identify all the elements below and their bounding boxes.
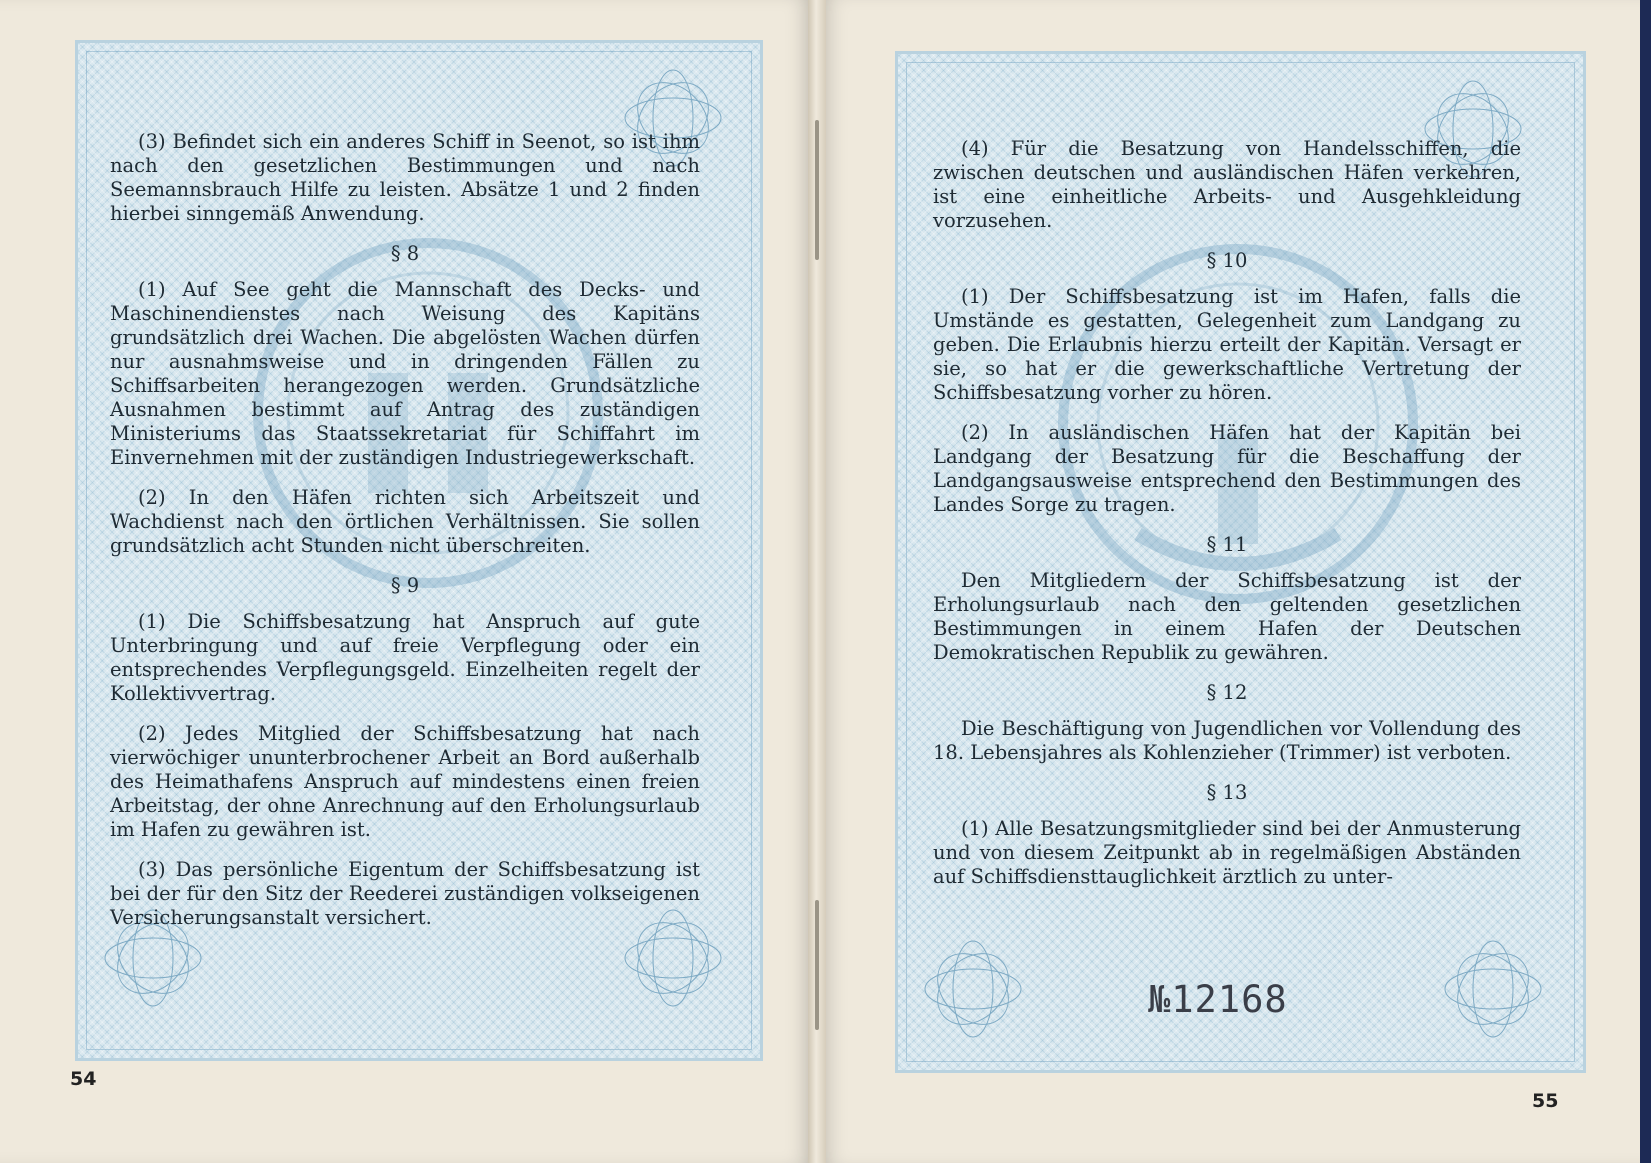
page-number-right: 55 [1532, 1090, 1559, 1112]
section-heading: § 12 [1206, 681, 1248, 704]
section-heading: § 9 [390, 574, 420, 597]
paragraph: (1) Auf See geht die Mannschaft des Decks- und Maschinendienstes nach Weisung des Kapitäns grundsätzlich drei Wachen. Die abgelösten Wachen dürfen nur ausnahmsweise und in dringenden Fällen zu Schiffsarbeiten herangezogen werden. Grundsätzliche Ausnahmen bestimmt auf Antrag des zuständigen Ministeriums das Staatssekretariat für Schiffahrt im Einvernehmen mit der zuständigen Industriegewerkschaft. [110, 278, 700, 469]
paragraph: (2) In den Häfen richten sich Arbeitszeit und Wachdienst nach den örtlichen Verhältnissen. Sie sollen grundsätzlich acht Stunden nicht überschreiten. [110, 486, 700, 557]
page-number-left: 54 [70, 1068, 97, 1090]
paragraph: (1) Der Schiffsbesatzung ist im Hafen, falls die Umstände es gestatten, Gelegenheit zum Landgang zu geben. Die Erlaubnis hierzu erteilt der Kapitän. Versagt er sie, so hat er die gewerkschaftliche Vertretung der Schiffsbesatzung vorher zu hören. [933, 285, 1521, 404]
left-page-body [110, 130, 700, 946]
paragraph: Den Mitgliedern der Schiffsbesatzung ist der Erholungsurlaub nach den geltenden gesetzlichen Bestimmungen in einem Hafen der Deutschen Demokratischen Republik zu gewähren. [933, 569, 1521, 664]
paragraph: (3) Befindet sich ein anderes Schiff in Seenot, so ist ihm nach den gesetzlichen Bestimmungen und nach Seemannsbrauch Hilfe zu leisten. Absätze 1 und 2 finden hierbei sinngemäß Anwendung. [110, 130, 700, 225]
section-heading: § 8 [390, 242, 420, 265]
paragraph: Die Beschäftigung von Jugendlichen vor Vollendung des 18. Lebensjahres als Kohlenzieher (Trimmer) ist verboten. [933, 717, 1521, 764]
section-heading: § 10 [1206, 249, 1248, 272]
paragraph: (1) Die Schiffsbesatzung hat Anspruch auf gute Unterbringung und auf freie Verpflegung oder ein entsprechendes Verpflegungsgeld. Einzelheiten regelt der Kollektivvertrag. [110, 610, 700, 705]
section-heading: § 13 [1206, 781, 1248, 804]
binding-staple [815, 900, 819, 1030]
paragraph: (3) Das persönliche Eigentum der Schiffsbesatzung ist bei der für den Sitz der Reederei zuständigen volkseigenen Versicherungsanstalt versichert. [110, 858, 700, 929]
right-page-body [933, 137, 1521, 905]
serial-number: №12168 [1148, 978, 1288, 1021]
paragraph: (2) In ausländischen Häfen hat der Kapitän bei Landgang der Besatzung für die Beschaffung der Landgangsausweise entsprechend den Bestimmungen des Landes Sorge zu tragen. [933, 421, 1521, 516]
guilloche-ornament-icon [1438, 934, 1548, 1044]
paragraph: (1) Alle Besatzungsmitglieder sind bei der Anmusterung und von diesem Zeitpunkt ab in regelmäßigen Abständen auf Schiffsdiensttauglichkeit ärztlich zu unter- [933, 817, 1521, 888]
paragraph: (4) Für die Besatzung von Handelsschiffen, die zwischen deutschen und ausländischen Häfen verkehren, ist eine einheitliche Arbeits- und Ausgehkleidung vorzusehen. [933, 137, 1521, 232]
guilloche-ornament-icon [918, 934, 1028, 1044]
binding-staple [815, 120, 819, 260]
paragraph: (2) Jedes Mitglied der Schiffsbesatzung hat nach vierwöchiger ununterbrochener Arbeit an Bord außerhalb des Heimathafens Anspruch auf mindestens einen freien Arbeitstag, der ohne Anrechnung auf den Erholungsurlaub im Hafen zu gewähren ist. [110, 722, 700, 841]
section-heading: § 11 [1206, 533, 1248, 556]
